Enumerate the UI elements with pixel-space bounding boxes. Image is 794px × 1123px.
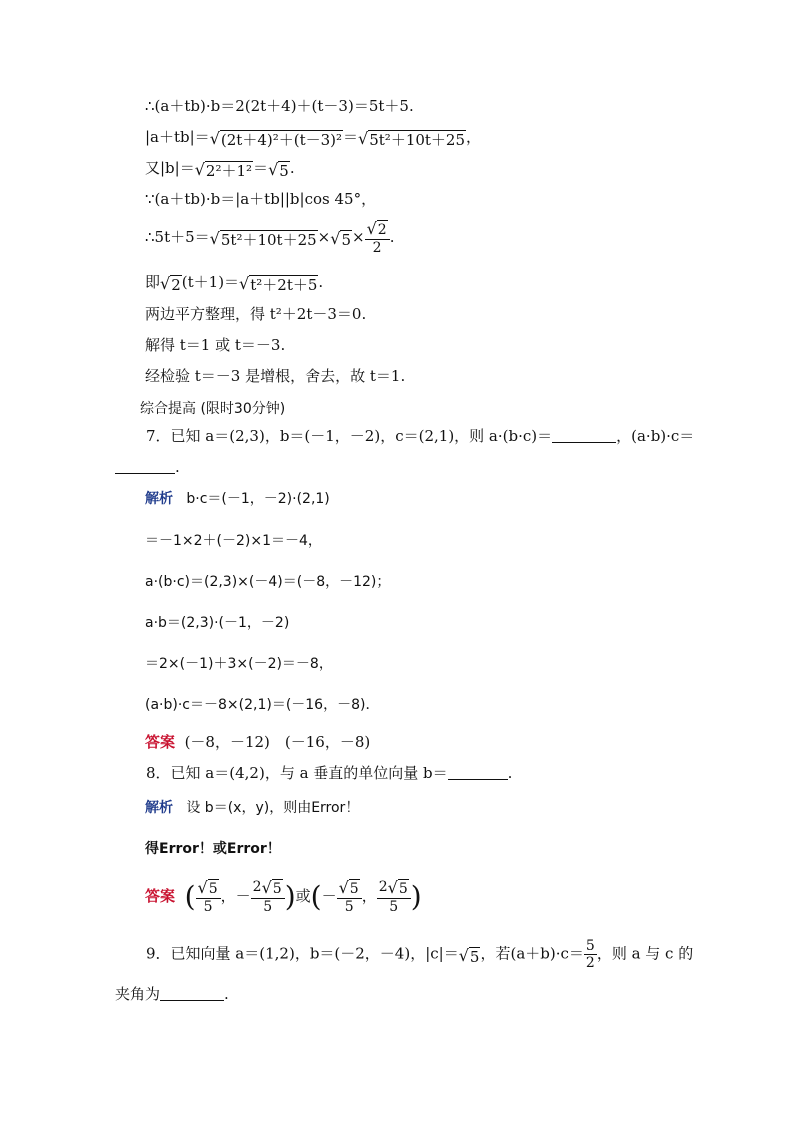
radicand: 5 — [398, 881, 408, 897]
radicand: 2 — [171, 276, 181, 294]
line-text: ∴5t＋5＝ — [145, 228, 210, 246]
right-paren: ) — [284, 880, 296, 913]
section-heading — [140, 397, 285, 420]
line-text: ∴(a＋tb)·b＝2(2t＋4)＋(t－3)＝5t＋5. — [145, 97, 414, 115]
answer-text: ，－ — [220, 887, 251, 905]
solution-text: b·c＝(－1，－2)·(2,1) — [186, 491, 330, 507]
answer-text: 或 — [295, 887, 311, 905]
solution-text: (a·b)·c＝－8×(2,1)＝(－16，－8)． — [145, 697, 380, 713]
answer-blank — [115, 459, 175, 474]
solution-text: ＝2×(－1)＋3×(－2)＝－8， — [145, 656, 333, 672]
line-text: 解得 t＝1 或 t＝－3. — [145, 336, 286, 354]
line-text: . — [389, 228, 395, 246]
question-text: . — [224, 985, 229, 1003]
line-text: . — [318, 273, 324, 291]
fraction: √ 5 5 — [196, 879, 221, 915]
question-9 — [146, 938, 693, 971]
derivation-line-8 — [145, 334, 285, 356]
fraction — [584, 938, 597, 971]
solution-7-line-6 — [145, 694, 379, 716]
question-text: 夹角为 — [115, 985, 161, 1003]
answer-blank — [448, 765, 508, 780]
line-text: |a＋tb|＝ — [145, 128, 210, 146]
answer-label: 答案 — [145, 887, 176, 905]
question-7 — [146, 425, 694, 447]
answer-8 — [145, 874, 422, 918]
derivation-line-1 — [145, 95, 414, 117]
radicand: 5 — [469, 947, 480, 966]
solution-label: 解析 — [145, 491, 173, 507]
radicand: 2 — [377, 222, 387, 238]
solution-text: a·b＝(2,3)·(－1，－2) — [145, 615, 290, 631]
derivation-line-6 — [145, 271, 323, 294]
fraction: 2 √ 5 5 — [251, 879, 285, 915]
left-paren: ( — [310, 880, 322, 913]
denominator: 2 — [585, 955, 595, 971]
question-9-continued — [115, 983, 229, 1005]
solution-7-line-4 — [145, 612, 289, 634]
question-8 — [146, 762, 512, 784]
solution-text: 得Error！或Error！ — [145, 841, 281, 857]
radicand: 2²＋1² — [205, 162, 253, 180]
derivation-line-2 — [145, 126, 481, 149]
denominator: 5 — [389, 899, 399, 915]
sqrt-expression: √ 5 — [458, 945, 480, 966]
solution-8-line-1 — [145, 797, 359, 819]
line-text: 即 — [145, 273, 161, 291]
numerator: 5 — [585, 938, 595, 954]
question-7-continued — [115, 456, 180, 478]
coefficient: 2 — [378, 879, 388, 895]
radicand: 5 — [279, 162, 289, 180]
line-text: ＝ — [253, 159, 269, 177]
solution-7-line-2 — [145, 530, 322, 552]
line-text: ∵(a＋tb)·b＝|a＋tb||b|cos 45°， — [145, 190, 377, 208]
answer-label: 答案 — [145, 733, 176, 751]
coefficient: 2 — [252, 879, 262, 895]
line-text: (t＋1)＝ — [181, 273, 240, 291]
radicand: 5 — [341, 231, 351, 249]
sqrt-expression: √ 5t²＋10t＋25 — [209, 229, 317, 249]
solution-7-line-3 — [145, 571, 390, 593]
heading-text: 综合提高 (限时30分钟) — [140, 401, 286, 417]
radicand: 5t²＋10t＋25 — [369, 131, 466, 149]
line-text: × — [352, 228, 365, 246]
line-text: 两边平方整理，得 t²＋2t－3＝0. — [145, 305, 367, 323]
derivation-line-9 — [145, 365, 405, 387]
derivation-line-7 — [145, 303, 366, 325]
question-text: ，则 a 与 c 的 — [596, 944, 694, 963]
line-text: . — [289, 159, 295, 177]
fraction: √ 5 5 — [337, 879, 362, 915]
line-text: 又|b|＝ — [145, 159, 195, 177]
question-text: ，(a·b)·c＝ — [616, 427, 695, 445]
question-text: 7．已知 a＝(2,3)，b＝(－1，－2)，c＝(2,1)，则 a·(b·c)＝ — [146, 427, 553, 445]
solution-text: ＝－1×2＋(－2)×1＝－4， — [145, 533, 322, 549]
answer-text: (－8，－12) (－16，－8) — [184, 733, 371, 751]
answer-7 — [145, 731, 370, 753]
right-paren: ) — [410, 880, 422, 913]
question-text: ，若(a＋b)·c＝ — [480, 944, 584, 963]
answer-text: － — [321, 887, 337, 905]
derivation-line-5 — [145, 220, 394, 256]
sqrt-expression: √ 5 — [330, 229, 351, 249]
sqrt-expression: √ 5 — [268, 160, 289, 180]
answer-blank — [160, 986, 224, 1001]
radicand: 5 — [349, 881, 359, 897]
denominator: 5 — [263, 899, 273, 915]
fraction: 2 √ 5 5 — [377, 879, 411, 915]
radicand: 5 — [272, 881, 282, 897]
question-text: . — [507, 764, 513, 782]
answer-blank — [552, 428, 616, 443]
question-text: 8．已知 a＝(4,2)，与 a 垂直的单位向量 b＝ — [146, 764, 448, 782]
denominator: 2 — [372, 240, 382, 256]
solution-text: a·(b·c)＝(2,3)×(－4)＝(－8，－12)； — [145, 574, 391, 590]
solution-label: 解析 — [145, 800, 173, 816]
solution-8-line-2 — [145, 838, 281, 860]
solution-text: 设 b＝(x，y)，则由Error！ — [186, 800, 360, 816]
sqrt-expression: √ (2t＋4)²＋(t－3)² — [209, 129, 343, 149]
denominator: 5 — [344, 899, 354, 915]
line-text: ＝ — [343, 128, 359, 146]
line-text: 经检验 t＝－3 是增根，舍去，故 t＝1. — [145, 367, 406, 385]
sqrt-expression: √ 2²＋1² — [194, 160, 253, 180]
radicand: 5 — [208, 881, 218, 897]
solution-7-line-5 — [145, 653, 333, 675]
sqrt-expression: √ 5t²＋10t＋25 — [358, 129, 466, 149]
denominator: 5 — [203, 899, 213, 915]
derivation-line-3 — [145, 157, 295, 180]
question-text: . — [175, 458, 180, 476]
fraction: √ 2 2 — [365, 220, 390, 256]
question-text: 9．已知向量 a＝(1,2)，b＝(－2，－4)，|c|＝ — [146, 944, 459, 963]
radicand: 5t²＋10t＋25 — [220, 231, 317, 249]
radicand: (2t＋4)²＋(t－3)² — [220, 131, 343, 149]
sqrt-expression: √ 2 — [160, 274, 181, 294]
solution-7-line-1 — [145, 488, 330, 510]
derivation-line-4 — [145, 188, 376, 210]
sqrt-expression: √ t²＋2t＋5 — [239, 274, 318, 294]
left-paren: ( — [184, 880, 196, 913]
line-text: ， — [466, 128, 482, 146]
answer-text: ， — [361, 887, 377, 905]
radicand: t²＋2t＋5 — [250, 276, 318, 294]
line-text: × — [317, 228, 331, 246]
